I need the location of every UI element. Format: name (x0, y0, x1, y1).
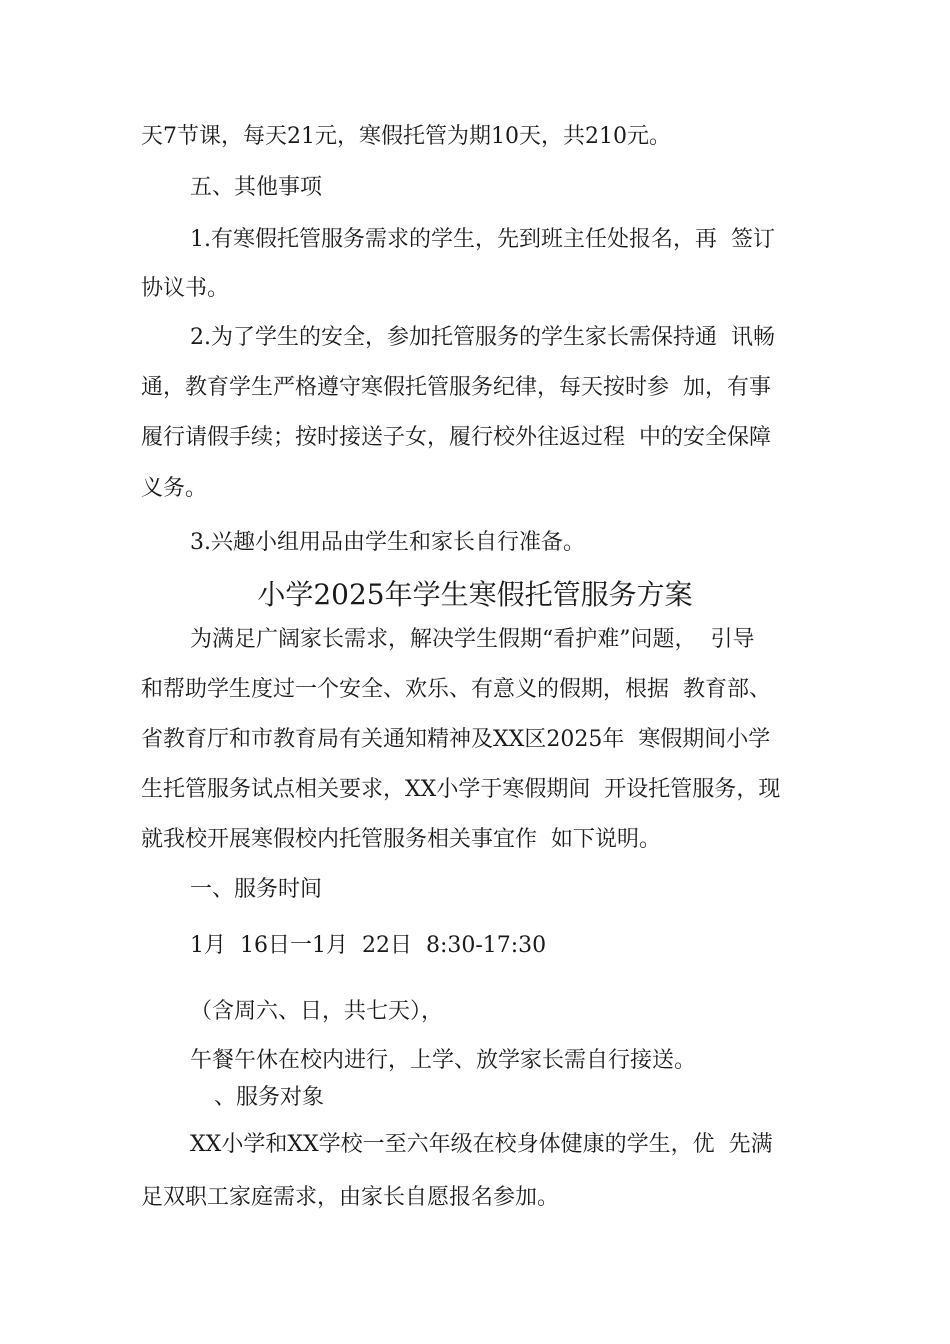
paragraph-line: 3.兴趣小组用品由学生和家长自行准备。 (190, 530, 585, 555)
paragraph-line: 生托管服务试点相关要求，XX小学于寒假期间 开设托管服务，现 (141, 777, 781, 802)
paragraph-line: XX小学和XX学校一至六年级在校身体健康的学生，优 先满 (190, 1132, 773, 1157)
paragraph-line: 就我校开展寒假校内托管服务相关事宜作 如下说明。 (141, 827, 661, 852)
paragraph-line: 义务。 (141, 476, 208, 501)
paragraph-line: 1.有寒假托管服务需求的学生，先到班主任处报名，再 签订 (190, 227, 775, 252)
section-heading: 五、其他事项 (190, 175, 323, 200)
paragraph-line: 2.为了学生的安全，参加托管服务的学生家长需保持通 讯畅 (190, 325, 775, 350)
paragraph-line: 省教育厅和市教育局有关通知精神及XX区2025年 寒假期间小学 (141, 727, 771, 752)
paragraph-line: 午餐午休在校内进行，上学、放学家长需自行接送。 (190, 1048, 697, 1073)
section-heading: 、服务对象 (214, 1085, 325, 1110)
service-time-line: 1月 16日一1月 22日 8:30-17:30 (190, 933, 547, 958)
paragraph-line: 和帮助学生度过一个安全、欢乐、有意义的假期，根据 教育部、 (141, 677, 771, 702)
paragraph-line: 天7节课，每天21元，寒假托管为期10天，共210元。 (141, 124, 671, 149)
paragraph-line: 足双职工家庭需求，由家长自愿报名参加。 (141, 1185, 560, 1210)
paragraph-line: 协议书。 (141, 276, 230, 301)
paragraph-line: （含周六、日，共七天）， (190, 999, 444, 1024)
paragraph-line: 履行请假手续；按时接送子女，履行校外往返过程 中的安全保障 (141, 425, 771, 450)
document-title: 小学2025年学生寒假托管服务方案 (257, 578, 693, 611)
paragraph-line: 通，教育学生严格遵守寒假托管服务纪律，每天按时参 加，有事 (141, 375, 771, 400)
paragraph-line: 为满足广阔家长需求，解决学生假期“看护难”问题， 引导 (190, 627, 755, 652)
section-heading: 一、服务时间 (190, 877, 323, 902)
